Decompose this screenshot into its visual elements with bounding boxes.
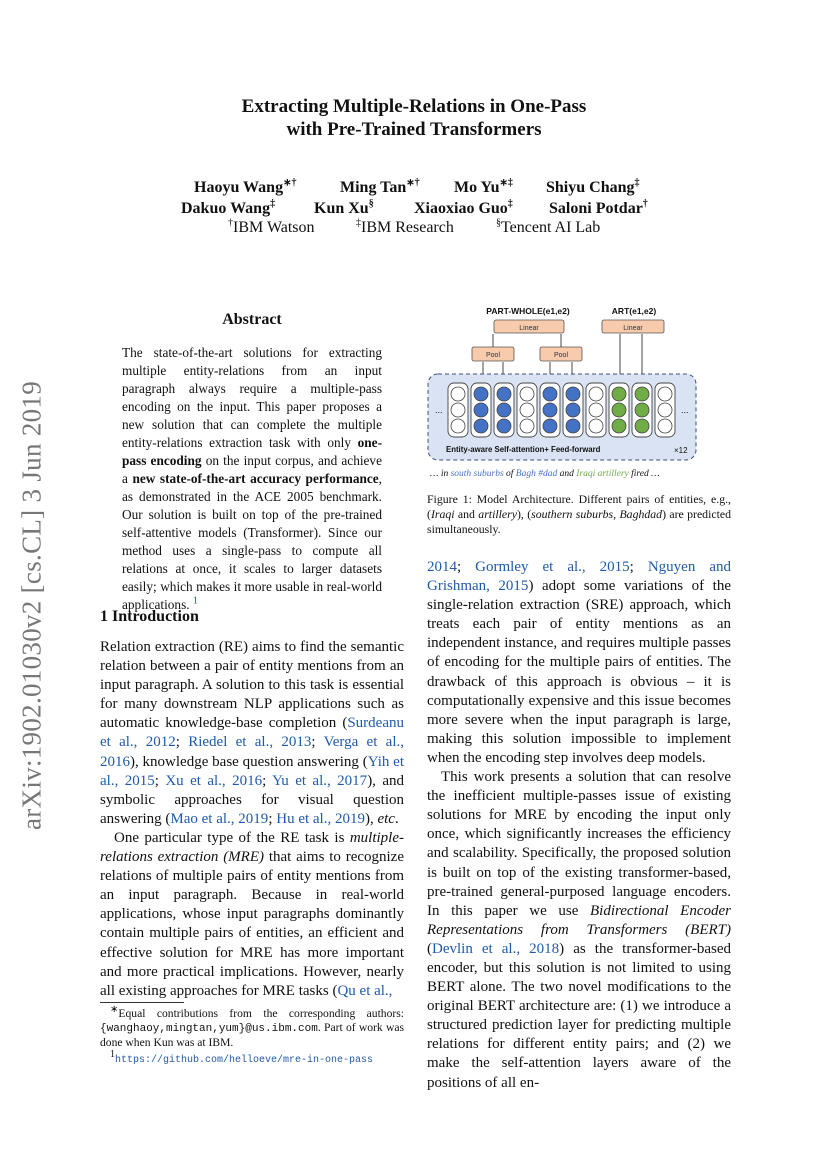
- hidden-unit: [589, 387, 603, 401]
- affiliation: ‡IBM Research: [356, 217, 454, 236]
- model-architecture-figure: [422, 300, 712, 485]
- footnote-1: ∗Equal contributions from the corresponding authors: {wanghaoy,mingtan,yum}@us.ibm.com. Part of work was done when Kun was at IBM.: [100, 1004, 404, 1049]
- section-heading-introduction: 1 Introduction: [100, 608, 199, 625]
- hidden-unit: [566, 419, 580, 433]
- footnote-rule: [100, 1002, 184, 1003]
- author-name: Mo Yu∗‡: [454, 177, 513, 196]
- hidden-unit: [451, 403, 465, 417]
- abstract-heading: Abstract: [222, 311, 282, 328]
- hidden-unit: [520, 387, 534, 401]
- title-line-1: Extracting Multiple-Relations in One-Pass: [241, 96, 587, 117]
- hidden-unit: [635, 403, 649, 417]
- ellipsis-left: ...: [435, 405, 443, 415]
- hidden-unit: [543, 387, 557, 401]
- hidden-unit: [612, 387, 626, 401]
- citation-link[interactable]: Xu et al., 2016: [165, 772, 263, 789]
- linear-label-left: Linear: [519, 325, 539, 332]
- citation-link[interactable]: Yih et al., 2015: [100, 753, 405, 789]
- paragraph: Relation extraction (RE) aims to find the semantic relation between a pair of entity mentions from an input paragraph. A solution to this task is essential for many downstream NLP applications such as automatic knowledge-base completion (Surdeanu et al., 2012; Riedel et al., 2013; Verga et al., 2016), knowledge base question answering (Yih et al., 2015; Xu et al., 2016; Yu et al., 2017), and symbolic approaches for visual question answering (Mao et al., 2019; Hu et al., 2019), etc.: [100, 639, 405, 827]
- linear-label-right: Linear: [623, 325, 643, 332]
- author-row-1: [0, 179, 828, 201]
- ellipsis-right: ...: [681, 405, 689, 415]
- author-name: Kun Xu§: [314, 198, 374, 217]
- hidden-unit: [451, 419, 465, 433]
- pool-label-right: Pool: [553, 352, 569, 359]
- hidden-unit: [635, 419, 649, 433]
- author-name: Shiyu Chang‡: [546, 177, 640, 196]
- citation-link[interactable]: Gormley et al., 2015: [475, 559, 630, 575]
- right-column-text: [427, 558, 731, 1093]
- pool-label-left: Pool: [485, 352, 501, 359]
- encoder-label: Entity-aware Self-attention+ Feed-forward: [446, 445, 601, 454]
- hidden-unit: [543, 419, 557, 433]
- paragraph: 2014; Gormley et al., 2015; Nguyen and Grishman, 2015) adopt some variations of the single-relation extraction (SRE) approach, which treats each pair of entity mentions as an independent instance, and requires multiple passes of encoding for the multiple pairs of entities. The drawback of this approach is obvious – it is computationally expensive and this issue becomes more severe when the input paragraph is large, making this solution impossible to implement when the encoding step involves deep models.: [427, 559, 731, 766]
- hidden-unit: [497, 387, 511, 401]
- footnote-2: $^1$https://github.com/helloeve/mre-in-one-pass: [110, 1049, 374, 1066]
- hidden-unit: [497, 403, 511, 417]
- hidden-unit: [474, 387, 488, 401]
- label-part-whole: PART-WHOLE(e1,e2): [486, 306, 570, 316]
- figure-caption: Figure 1: Model Architecture. Different pairs of entities, e.g., (Iraqi and artillery), (southern suburbs, Baghdad) are predicted simultaneously.: [427, 492, 732, 536]
- hidden-unit: [566, 403, 580, 417]
- hidden-unit: [658, 403, 672, 417]
- affiliation: †IBM Watson: [228, 217, 315, 236]
- input-sentence: … in south suburbs of Bagh #dad and Iraqi artillery fired …: [430, 469, 660, 479]
- hidden-unit: [474, 419, 488, 433]
- hidden-unit: [589, 403, 603, 417]
- hidden-unit: [566, 387, 580, 401]
- hidden-unit: [520, 419, 534, 433]
- hidden-unit: [589, 419, 603, 433]
- arxiv-identifier: arXiv:1902.01030v2 [cs.CL] 3 Jun 2019: [16, 380, 47, 831]
- label-art: ART(e1,e2): [611, 306, 657, 316]
- hidden-unit: [635, 387, 649, 401]
- title-line-2: with Pre-Trained Transformers: [286, 119, 542, 140]
- citation-link[interactable]: Mao et al., 2019: [170, 810, 269, 827]
- citation-link[interactable]: Hu et al., 2019: [276, 810, 365, 827]
- paragraph: This work presents a solution that can resolve the inefficient multiple-passes issue of existing solutions for MRE by encoding the input only once, which significantly increases the efficiency and scalability. Specifically, the proposed solution is built on top of the existing transformer-based, pre-trained general-purposed language encoders. In this paper we use Bidirectional Encoder Representations from Transformers (BERT) (Devlin et al., 2018) as the transformer-based encoder, but this solution is not limited to using BERT alone. The two novel modifications to the original BERT architecture are: (1) we introduce a structured prediction layer for predicting multiple relations for different entity pairs; and (2) we make the self-attention layers aware of the positions of all en-: [427, 769, 731, 1091]
- hidden-unit: [658, 387, 672, 401]
- citation-link[interactable]: Verga et al., 2016: [100, 734, 404, 770]
- paper-title: [0, 95, 828, 141]
- affiliations: [0, 219, 828, 241]
- hidden-unit: [658, 419, 672, 433]
- citation-link[interactable]: Devlin et al., 2018: [432, 940, 560, 957]
- author-name: Haoyu Wang∗†: [194, 177, 297, 196]
- affiliation: §Tencent AI Lab: [496, 217, 601, 236]
- repo-link[interactable]: https://github.com/helloeve/mre-in-one-pass: [115, 1055, 374, 1066]
- hidden-unit: [520, 403, 534, 417]
- citation-link[interactable]: Surdeanu et al., 2012: [100, 715, 404, 751]
- citation-link[interactable]: 2014: [427, 559, 457, 575]
- hidden-unit: [612, 419, 626, 433]
- hidden-unit: [612, 403, 626, 417]
- abstract-text: The state-of-the-art solutions for extracting multiple entity-relations from an input paragraph always require a multiple-pass encoding on the input. This paper proposes a new solution that can complete the multiple entity-relations extraction task with only one-pass encoding on the input corpus, and achieve a new state-of-the-art accuracy performance, as demonstrated in the ACE 2005 benchmark. Our solution is built on top of the pre-trained self-attentive models (Transformer). Since our method uses a single-pass to compute all relations at once, it scales to larger datasets easily; which makes it more usable in real-world applications. $^1$: [122, 345, 382, 612]
- layer-count: ×12: [674, 446, 688, 455]
- left-column-text: [100, 638, 404, 1001]
- footnotes: [100, 1004, 404, 1068]
- citation-link[interactable]: Yu et al., 2017: [272, 772, 368, 789]
- hidden-unit: [474, 403, 488, 417]
- hidden-unit: [451, 387, 465, 401]
- author-name: Ming Tan∗†: [340, 177, 420, 196]
- author-name: Xiaoxiao Guo‡: [414, 198, 513, 217]
- hidden-unit: [543, 403, 557, 417]
- citation-link[interactable]: Qu et al.,: [337, 982, 393, 999]
- footnote-ref[interactable]: 1: [192, 595, 198, 607]
- citation-link[interactable]: Riedel et al., 2013: [188, 734, 312, 751]
- citation-link[interactable]: Nguyen and Grishman, 2015: [427, 559, 731, 595]
- hidden-unit: [497, 419, 511, 433]
- author-name: Saloni Potdar†: [549, 198, 648, 217]
- paragraph: One particular type of the RE task is multiple-relations extraction (MRE) that aims to recognize relations of multiple pairs of entity mentions from an input paragraph. Because in real-world applications, whose input paragraphs dominantly contain multiple pairs of entities, an efficient and effective solution for MRE has more important and more practical implications. However, nearly all existing approaches for MRE tasks (Qu et al.,: [100, 829, 404, 999]
- author-name: Dakuo Wang‡: [181, 198, 276, 217]
